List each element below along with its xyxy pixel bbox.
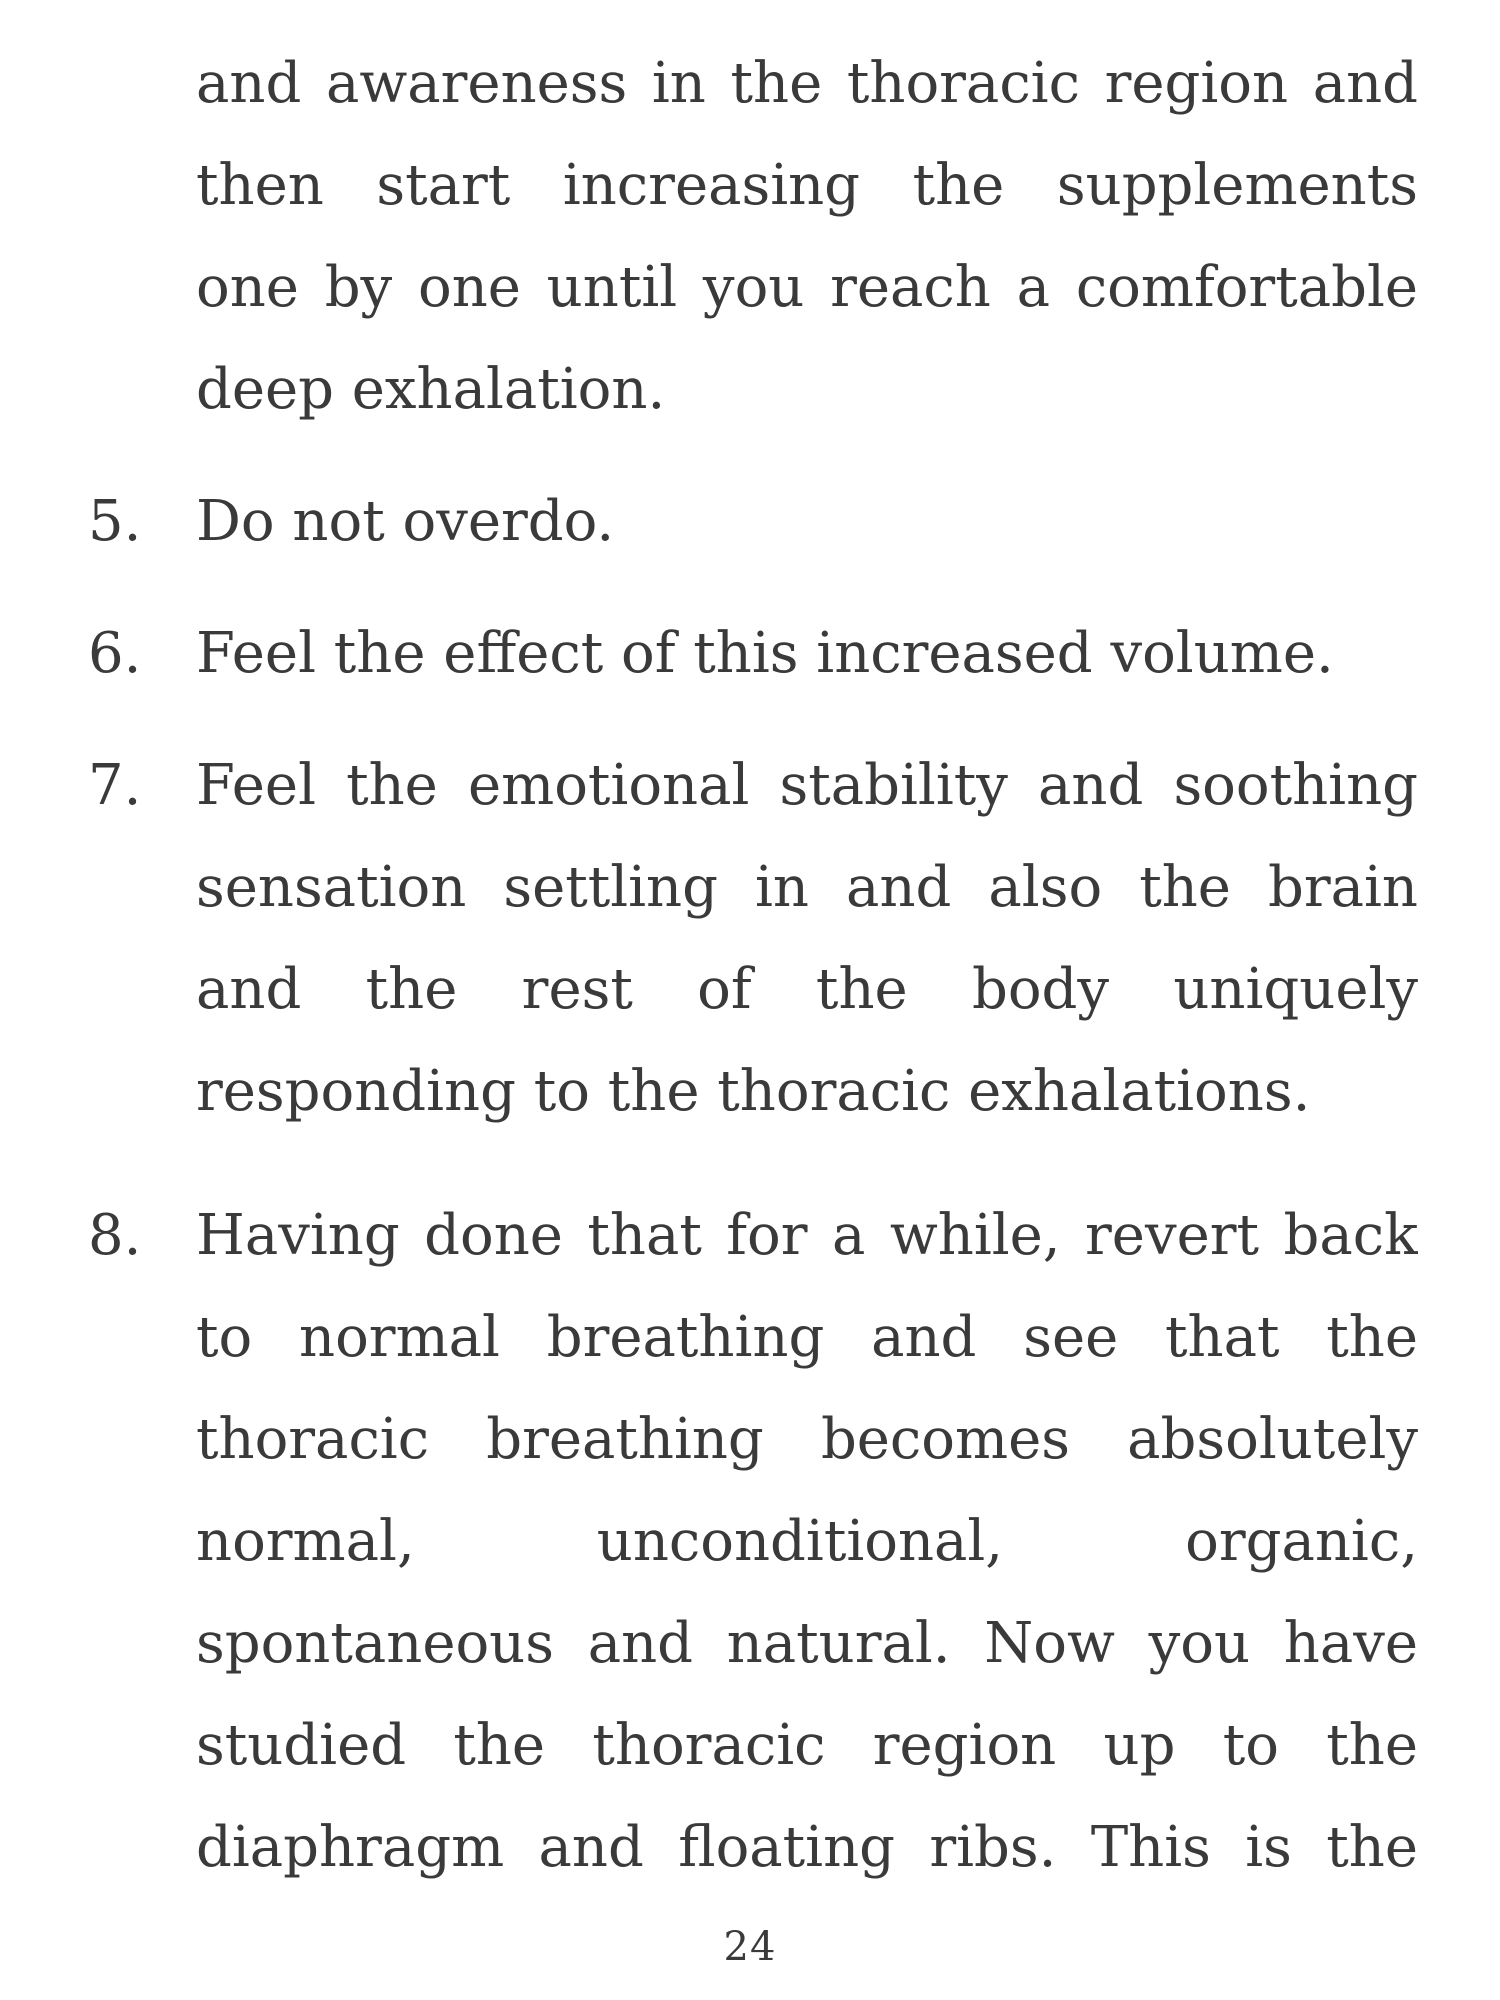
- continuation-line: one by one until you reach a comfortable: [196, 255, 1418, 320]
- list-item-line: Feel the effect of this increased volume.: [196, 621, 1334, 686]
- page-number: 24: [723, 1924, 777, 1970]
- list-item-line: and the rest of the body uniquely: [196, 957, 1418, 1022]
- list-item-line: thoracic breathing becomes absolutely: [196, 1407, 1418, 1472]
- list-item-line: sensation settling in and also the brain: [196, 855, 1418, 920]
- list-item-line: to normal breathing and see that the: [196, 1305, 1418, 1370]
- list-item-line: Do not overdo.: [196, 489, 615, 554]
- list-item-line: diaphragm and floating ribs. This is the: [196, 1815, 1418, 1880]
- continuation-line: and awareness in the thoracic region and: [196, 51, 1418, 116]
- list-item-line: spontaneous and natural. Now you have: [196, 1611, 1418, 1676]
- list-item-number: 8.: [88, 1203, 142, 1268]
- list-item-line: Feel the emotional stability and soothing: [196, 753, 1418, 818]
- list-item-number: 7.: [88, 753, 142, 818]
- list-item-number: 6.: [88, 621, 142, 686]
- continuation-line: deep exhalation.: [196, 357, 666, 422]
- list-item-line: Having done that for a while, revert back: [196, 1203, 1418, 1268]
- list-item-number: 5.: [88, 489, 142, 554]
- list-item-line: studied the thoracic region up to the: [196, 1713, 1418, 1778]
- list-item-line: normal, unconditional, organic,: [196, 1509, 1418, 1574]
- continuation-line: then start increasing the supplements: [196, 153, 1418, 218]
- list-item-line: responding to the thoracic exhalations.: [196, 1059, 1311, 1124]
